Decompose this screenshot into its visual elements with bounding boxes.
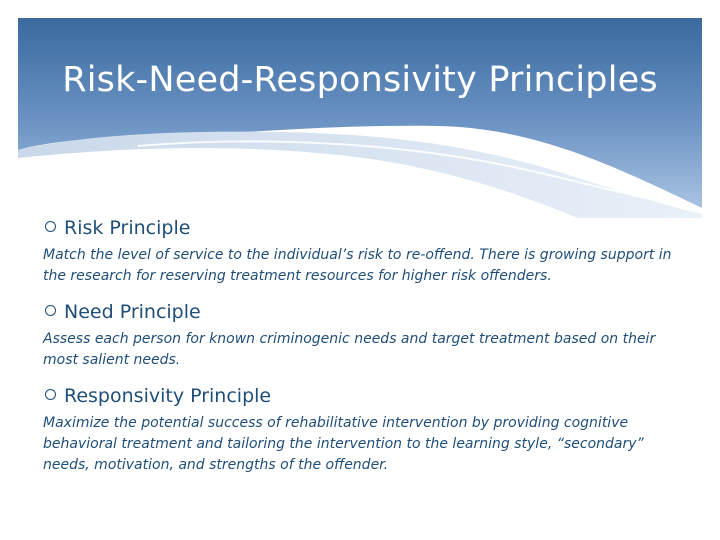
- principle-description: Assess each person for known criminogenic needs and target treatment based on their most salient needs.: [43, 331, 656, 368]
- circle-bullet-icon: [45, 389, 56, 400]
- principle-heading: Risk Principle: [64, 217, 191, 239]
- circle-bullet-icon: [45, 221, 56, 232]
- principles-list: [43, 215, 693, 488]
- principle-item-responsivity: [43, 383, 693, 476]
- principle-heading: Need Principle: [64, 301, 201, 323]
- title-banner: [18, 18, 702, 218]
- slide-title: Risk-Need-Responsivity Principles: [62, 60, 658, 100]
- principle-item-need: [43, 299, 693, 371]
- wave-background: [18, 18, 702, 218]
- principle-description: Match the level of service to the individual’s risk to re-offend. There is growing support in the research for reserving treatment resources for higher risk offenders.: [43, 247, 672, 284]
- circle-bullet-icon: [45, 305, 56, 316]
- principle-description: Maximize the potential success of rehabilitative intervention by providing cognitive behavioral treatment and tailoring the intervention to the learning style, “secondary” needs, motivation, and strengths of the offender.: [43, 415, 644, 473]
- principle-item-risk: [43, 215, 693, 287]
- principle-heading: Responsivity Principle: [64, 385, 272, 407]
